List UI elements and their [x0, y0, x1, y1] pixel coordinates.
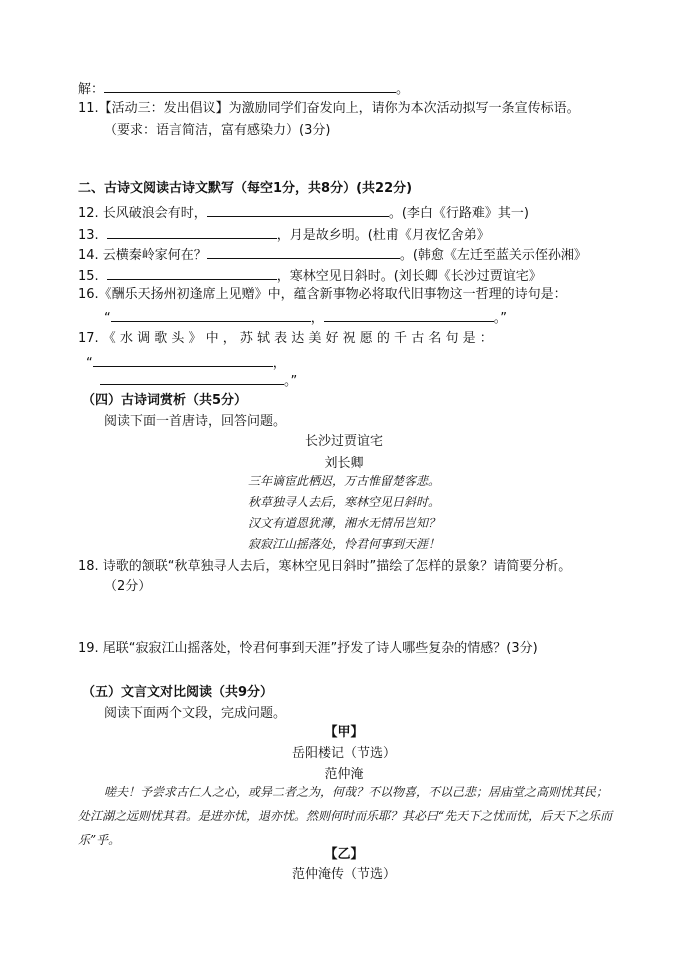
q15-blank[interactable]	[107, 265, 277, 280]
question-11-requirement: （要求：语言简洁，富有感染力）(3分)	[104, 123, 331, 138]
q17-blank-2[interactable]	[100, 370, 284, 385]
question-18: 18. 诗歌的颔联“秋草独寻人去后，寒林空见日斜时”描绘了怎样的景象？请简要分析。	[78, 559, 572, 574]
text-b-marker: 【乙】	[324, 847, 364, 862]
q16-blank-2[interactable]	[324, 307, 494, 322]
question-17-answer-2	[100, 370, 297, 391]
q16-close-quote: 。”	[493, 311, 508, 326]
q12-blank[interactable]	[207, 202, 389, 217]
question-13	[78, 224, 490, 245]
answer-blank[interactable]	[104, 78, 396, 93]
question-17: 17. 《 水 调 歌 头 》 中 ， 苏 轼 表 达 美 好 祝 愿 的 千 古 名 句 是 ：	[78, 331, 493, 346]
q14-suffix: 。(韩愈《左迁至蓝关示侄孙湘》	[399, 248, 587, 263]
poem-verse-3: 汉文有道恩犹薄，湘水无情吊岂知？	[247, 516, 440, 530]
poem-title: 长沙过贾谊宅	[304, 434, 383, 449]
question-15	[78, 265, 542, 286]
text-b-title: 范仲淹传（节选）	[291, 867, 396, 882]
q12-prefix: 12. 长风破浪会有时，	[78, 206, 207, 221]
q17-blank-1[interactable]	[93, 352, 273, 367]
answer-end: 。	[396, 82, 410, 97]
text-a-body: 嗟夫！予尝求古仁人之心，或异二者之为，何哉？不以物喜，不以己悲；居庙堂之高则忧其民；处江湖之远则忧其君。是进亦忧，退亦忧。然则何时而乐耶？其必曰“先天下之忧而忧，后天下之乐而乐”乎。	[78, 785, 613, 847]
question-16-answer	[104, 307, 507, 328]
q16-open-quote: “	[104, 311, 111, 326]
q13-suffix: ，月是故乡明。(杜甫《月夜忆舍弟》	[276, 228, 490, 243]
q16-comma: ，	[310, 311, 324, 326]
q14-prefix: 14. 云横秦岭家何在？	[78, 248, 207, 263]
answer-line	[78, 78, 409, 99]
section-5-instruction: 阅读下面两个文段，完成问题。	[104, 706, 287, 721]
question-11: 11.【活动三：发出倡议】为激励同学们奋发向上，请你为本次活动拟写一条宣传标语。	[78, 101, 580, 116]
text-a-title: 岳阳楼记（节选）	[291, 746, 396, 761]
q12-suffix: 。(李白《行路难》其一)	[388, 206, 529, 221]
section-5-heading: （五）文言文对比阅读（共9分）	[82, 685, 274, 700]
q16-blank-1[interactable]	[111, 307, 311, 322]
poem-verse-4: 寂寂江山摇落处，怜君何事到天涯！	[247, 537, 440, 551]
text-a-marker: 【甲】	[324, 725, 364, 740]
question-18-score: （2分）	[104, 579, 152, 594]
q15-prefix: 15.	[78, 269, 99, 284]
poem-verse-2: 秋草独寻人去后，寒林空见日斜时。	[247, 495, 440, 509]
q13-blank[interactable]	[107, 224, 277, 239]
q17-open-quote: “	[86, 356, 93, 371]
text-a-author: 范仲淹	[324, 767, 364, 782]
section-4-instruction: 阅读下面一首唐诗，回答问题。	[104, 414, 287, 429]
poem-verse-1: 三年谪宦此栖迟，万古惟留楚客悲。	[247, 474, 440, 488]
section-2-heading: 二、古诗文阅读古诗文默写（每空1分，共8分）(共22分)	[78, 181, 413, 196]
question-12	[78, 202, 529, 223]
question-16: 16.《酬乐天扬州初逢席上见赠》中，蕴含新事物必将取代旧事物这一哲理的诗句是：	[78, 287, 567, 302]
answer-label: 解：	[78, 82, 105, 97]
poem-author: 刘长卿	[324, 456, 364, 471]
q13-prefix: 13.	[78, 228, 99, 243]
q17-close-quote: 。”	[284, 374, 298, 389]
question-14	[78, 244, 587, 265]
section-4-heading: （四）古诗词赏析（共5分）	[82, 393, 248, 408]
q14-blank[interactable]	[207, 244, 400, 259]
q17-comma: ，	[272, 356, 286, 371]
q15-suffix: ，寒林空见日斜时。(刘长卿《长沙过贾谊宅》	[276, 269, 542, 284]
question-19: 19. 尾联“寂寂江山摇落处，怜君何事到天涯”抒发了诗人哪些复杂的情感？(3分)	[78, 641, 538, 656]
